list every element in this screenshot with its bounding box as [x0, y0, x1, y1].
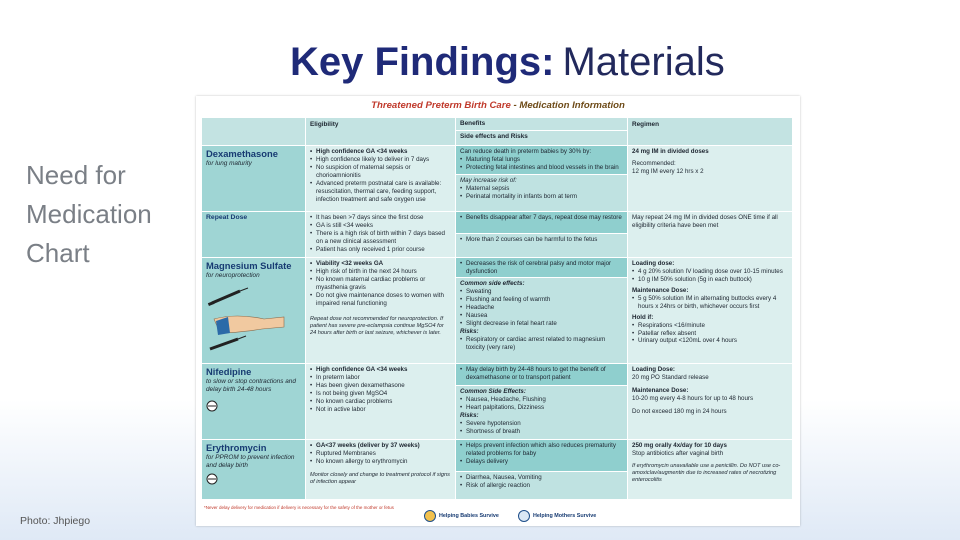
- eligibility-cell: [306, 258, 456, 363]
- drug-name: Erythromycin: [206, 442, 267, 453]
- list-item: • Respiratory or cardiac arrest related to magnesium toxicity (very rare): [460, 336, 623, 352]
- list-item: • Headache: [460, 304, 623, 312]
- list-item: • Do not give maintenance doses to women with impaired renal functioning: [310, 292, 451, 308]
- list-item: • Maternal sepsis: [460, 185, 623, 193]
- medication-chart-image: [196, 96, 800, 526]
- risks-part: [456, 175, 627, 211]
- logo-helping-babies: [424, 510, 499, 522]
- mothers-logo-icon: [518, 510, 530, 522]
- side-caption-line: Chart: [26, 238, 90, 268]
- side-effects-title: Common Side Effects:: [460, 388, 526, 395]
- side-caption-line: Medication: [26, 199, 152, 229]
- header-benefits: Benefits: [456, 118, 627, 131]
- benefits-part: [456, 440, 627, 472]
- slide-title: [290, 40, 750, 85]
- regimen-text: May repeat 24 mg IM in divided doses ONE time if all eligibility criteria have been met: [632, 214, 778, 229]
- list-item: • Helps prevent infection which also reduces prematurity related problems for baby: [460, 442, 623, 458]
- list-item: • 4 g 20% solution IV loading dose over 10-15 minutes: [632, 268, 788, 276]
- risks-title: May increase risk of:: [460, 176, 517, 184]
- list-item: • No known maternal cardiac problems or myasthenia gravis: [310, 276, 451, 292]
- list-item: • It has been >7 days since the first dose: [310, 214, 451, 222]
- list-item: • Maturing fetal lungs: [460, 156, 623, 164]
- list-item: • Decreases the risk of cerebral palsy and motor major dysfunction: [460, 260, 623, 276]
- loading-title: Loading Dose:: [632, 366, 675, 373]
- list-item: • Ruptured Membranes: [310, 450, 451, 458]
- list-item: • Nausea, Headache, Flushing: [460, 396, 623, 404]
- table-header-row: [202, 118, 792, 146]
- regimen-text: Stop antibiotics after vaginal birth: [632, 449, 724, 457]
- regimen-cell: [628, 212, 792, 257]
- maintenance-text: 10-20 mg every 4-8 hours for up to 48 hours: [632, 394, 754, 402]
- eligibility-note: Monitor closely and change to treatment protocol if signs of infection appear: [310, 471, 450, 485]
- list-item: • No known cardiac problems: [310, 398, 451, 406]
- list-item: • There is a high risk of birth within 7 days based on a new clinical assessment: [310, 230, 451, 246]
- list-item: • No suspicion of maternal sepsis or chorioamnionitis: [310, 164, 451, 180]
- eligibility-cell: [306, 364, 456, 439]
- regimen-cell: [628, 440, 792, 499]
- list-item: • Perinatal mortality in infants born at term: [460, 193, 623, 201]
- risks-title: Risks:: [460, 327, 479, 335]
- list-item: • Patient has only received 1 prior course: [310, 246, 451, 254]
- list-item: • GA is still <34 weeks: [310, 222, 451, 230]
- list-item: • Flushing and feeling of warmth: [460, 296, 623, 304]
- table-row: [202, 364, 792, 440]
- list-item: • Has been given dexamethasone: [310, 382, 451, 390]
- benefits-intro: Can reduce death in preterm babies by 30% by:: [460, 148, 592, 155]
- drug-cell: [202, 258, 306, 363]
- slide-title-bold: Key Findings:: [290, 40, 555, 84]
- list-item: • Risk of allergic reaction: [460, 482, 623, 490]
- drug-purpose: for neuroprotection: [206, 272, 260, 280]
- benefits-part: [456, 212, 627, 234]
- drug-purpose: to slow or stop contractions and delay birth 24-48 hours: [206, 378, 296, 394]
- benefits-cell: [456, 258, 628, 363]
- benefits-part: [456, 364, 627, 386]
- list-item: • Severe hypotension: [460, 420, 623, 428]
- eligibility-cell: [306, 440, 456, 499]
- list-item: • Patellar reflex absent: [632, 330, 788, 338]
- list-item: • High confidence likely to deliver in 7 days: [310, 156, 451, 164]
- logo-text: Helping Babies Survive: [439, 513, 499, 519]
- syringe-arm-illustration-icon: [206, 283, 286, 355]
- regimen-line: Recommended:: [632, 159, 676, 167]
- list-item: • 10 g IM 50% solution (5g in each buttock): [632, 276, 788, 284]
- regimen-title: 24 mg IM in divided doses: [632, 148, 709, 155]
- list-item: • 5 g 50% solution IM in alternating buttocks every 4 hours x 24hrs or birth, whichever occurs first: [632, 295, 788, 311]
- drug-name: Magnesium Sulfate: [206, 260, 292, 271]
- hold-title: Hold if:: [632, 313, 654, 321]
- list-item: • Heart palpitations, Dizziness: [460, 404, 623, 412]
- risks-part: [456, 234, 627, 257]
- drug-name: Nifedipine: [206, 366, 252, 377]
- logo-text: Helping Mothers Survive: [533, 513, 597, 519]
- risks-part: [456, 386, 627, 439]
- risks-part: [456, 278, 627, 363]
- drug-cell: [202, 364, 306, 439]
- loading-title: Loading dose:: [632, 260, 675, 267]
- drug-cell: [202, 146, 306, 211]
- list-item: • High risk of birth in the next 24 hours: [310, 268, 451, 276]
- photo-credit: Photo: Jhpiego: [20, 515, 91, 527]
- side-effects-title: Common side effects:: [460, 280, 525, 287]
- risks-title: Risks:: [460, 411, 479, 419]
- list-item: • High confidence GA <34 weeks: [310, 148, 451, 156]
- regimen-cell: [628, 146, 792, 211]
- list-item: • Nausea: [460, 312, 623, 320]
- eligibility-cell: [306, 212, 456, 257]
- regimen-cell: [628, 364, 792, 439]
- chart-title-sub: - Medication Information: [510, 100, 625, 111]
- benefits-cell: [456, 440, 628, 499]
- chart-title: [196, 100, 800, 111]
- loading-text: 20 mg PO Standard release: [632, 373, 709, 381]
- list-item: • Viability <32 weeks GA: [310, 260, 451, 268]
- maintenance-title: Maintenance Dose:: [632, 286, 689, 294]
- header-eligibility: Eligibility: [306, 118, 456, 145]
- list-item: • GA<37 weeks (deliver by 37 weeks): [310, 442, 451, 450]
- list-item: • Sweating: [460, 288, 623, 296]
- list-item: • Benefits disappear after 7 days, repeat dose may restore: [460, 214, 623, 222]
- risks-part: [456, 472, 627, 499]
- benefits-part: [456, 258, 627, 278]
- list-item: • May delay birth by 24-48 hours to get the benefit of dexamethasone or to transport patient: [460, 366, 623, 382]
- list-item: • Protecting fetal intestines and blood vessels in the brain: [460, 164, 623, 172]
- pill-icon: [206, 400, 218, 412]
- benefits-cell: [456, 212, 628, 257]
- list-item: • Shortness of breath: [460, 428, 623, 436]
- footer-note: *Never delay delivery for medication if delivery is necessary for the safety of the mother or fetus: [204, 505, 394, 510]
- list-item: • Not in active labor: [310, 406, 451, 414]
- maintenance-title: Maintenance Dose:: [632, 386, 689, 394]
- benefits-cell: [456, 146, 628, 211]
- regimen-title: 250 mg orally 4x/day for 10 days: [632, 442, 727, 449]
- table-row: [202, 440, 792, 500]
- header-regimen: Regimen: [628, 118, 792, 145]
- extra-text: Do not exceed 180 mg in 24 hours: [632, 407, 727, 415]
- table-row: [202, 146, 792, 212]
- logo-helping-mothers: [518, 510, 596, 522]
- babies-logo-icon: [424, 510, 436, 522]
- medication-table: [202, 118, 792, 500]
- table-row: [202, 212, 792, 258]
- drug-name: Dexamethasone: [206, 148, 278, 159]
- list-item: • More than 2 courses can be harmful to the fetus: [460, 236, 623, 244]
- list-item: • In preterm labor: [310, 374, 451, 382]
- list-item: • Respirations <16/minute: [632, 322, 788, 330]
- eligibility-cell: [306, 146, 456, 211]
- side-caption: [26, 156, 196, 273]
- list-item: • Advanced preterm postnatal care is available: resuscitation, thermal care, feeding support, infection treatment and safe oxygen use: [310, 180, 451, 204]
- drug-purpose: for PPROM to prevent infection and delay birth: [206, 454, 295, 470]
- list-item: • Urinary output <120mL over 4 hours: [632, 337, 788, 345]
- list-item: • Is not being given MgSO4: [310, 390, 451, 398]
- slide-title-light: Materials: [562, 40, 725, 84]
- list-item: • Delays delivery: [460, 458, 623, 466]
- list-item: • Diarrhea, Nausea, Vomiting: [460, 474, 623, 482]
- benefits-part: [456, 146, 627, 175]
- regimen-line: 12 mg IM every 12 hrs x 2: [632, 167, 704, 175]
- table-row: [202, 258, 792, 364]
- header-blank: [202, 118, 306, 145]
- drug-cell: [202, 212, 306, 257]
- eligibility-note: Repeat dose not recommended for neuroprotection. If patient has severe pre-eclampsia continue MgSO4 for 24 hours after birth or last seizure, whichever is later.: [310, 315, 444, 336]
- drug-name: Repeat Dose: [206, 214, 248, 221]
- list-item: • No known allergy to erythromycin: [310, 458, 451, 466]
- regimen-note: If erythromycin unavailable use a penicillin. Do NOT use co-amoxiclav/augmentin due to increased rates of necrotizing enterocolitis: [632, 462, 781, 484]
- drug-cell: [202, 440, 306, 499]
- regimen-cell: [628, 258, 792, 363]
- pill-icon: [206, 473, 218, 485]
- side-caption-line: Need for: [26, 160, 126, 190]
- header-side-effects: Side effects and Risks: [460, 133, 528, 140]
- benefits-cell: [456, 364, 628, 439]
- list-item: • High confidence GA <34 weeks: [310, 366, 451, 374]
- chart-title-main: Threatened Preterm Birth Care: [371, 100, 511, 111]
- header-benefits-group: [456, 118, 628, 145]
- list-item: • Slight decrease in fetal heart rate: [460, 320, 623, 328]
- drug-purpose: for lung maturity: [206, 160, 252, 168]
